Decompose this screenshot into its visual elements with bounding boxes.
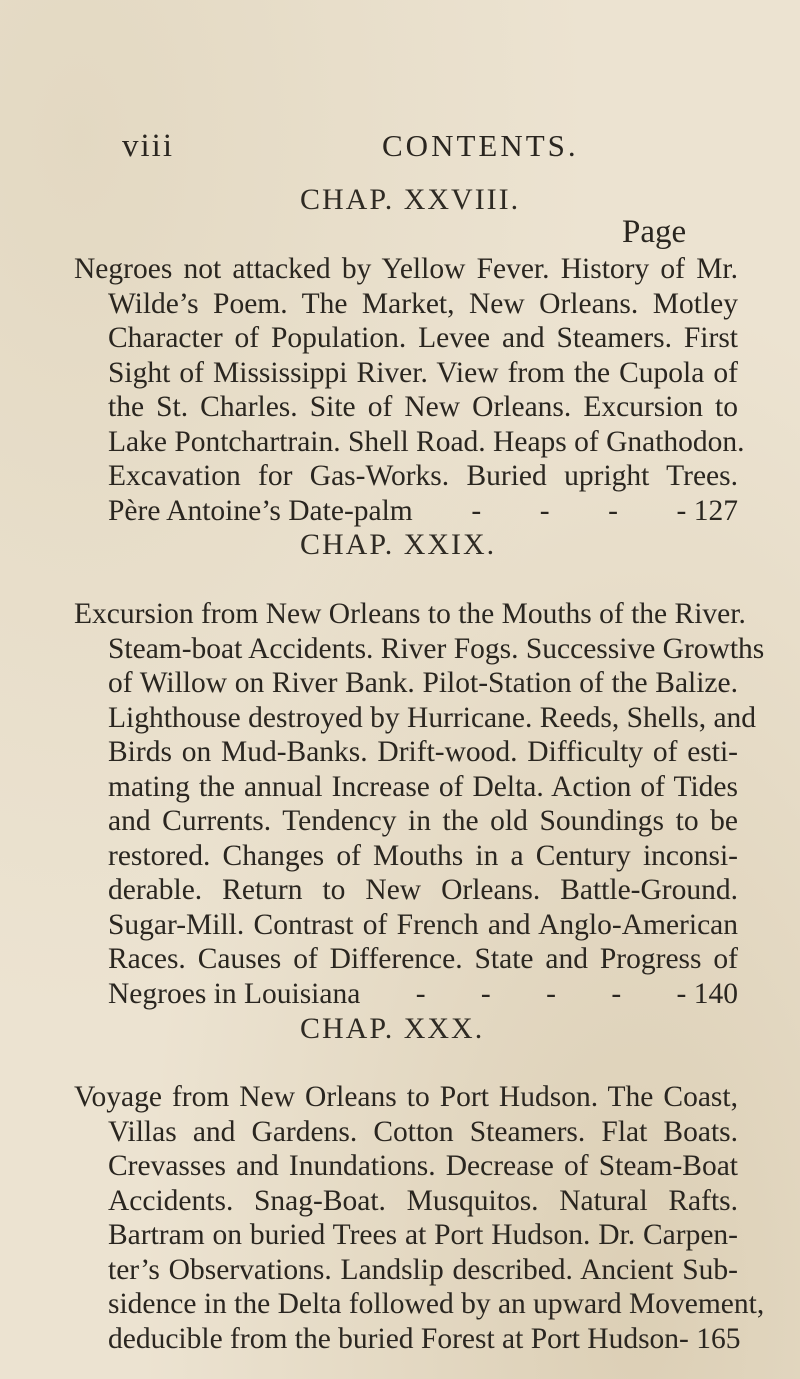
summary-line: Birds on Mud-Banks. Drift-wood. Difficulty of esti- [108, 736, 738, 768]
leader-dash: - [608, 494, 618, 527]
chapter-summary [74, 1080, 765, 1356]
page-reference: 165 [696, 1322, 741, 1355]
summary-line: restored. Changes of Mouths in a Century inconsi- [108, 839, 738, 872]
summary-line: Accidents. Snag-Boat. Musquitos. Natural Rafts. [108, 1184, 738, 1217]
running-head [122, 128, 722, 168]
leader-dash: - [480, 977, 491, 1010]
leader-dash: - [679, 1322, 689, 1355]
summary-line: Excursion from New Orleans to the Mouths of the River. [74, 598, 746, 630]
summary-line: Steam-boat Accidents. River Fogs. Successive Growths [108, 632, 765, 665]
leader-dash: - [546, 977, 556, 1010]
page-number: viii [122, 128, 175, 164]
summary-last-line [108, 1322, 741, 1357]
summary-line: Voyage from New Orleans to Port Hudson. The Coast, [74, 1081, 738, 1113]
summary-line: and Currents. Tendency in the old Soundings to be [108, 805, 738, 837]
summary-line: Sugar-Mill. Contrast of French and Anglo-American [108, 908, 738, 941]
summary-line: Bartram on buried Trees at Port Hudson. Dr. Carpen- [108, 1219, 738, 1251]
leader-dash: - [676, 977, 687, 1010]
summary-line: derable. Return to New Orleans. Battle-Ground. [108, 874, 738, 906]
chapter-summary [74, 597, 765, 1011]
leader-dash: - [539, 494, 550, 527]
summary-line: Sight of Mississippi River. View from the Cupola of [108, 356, 738, 389]
summary-line: Lake Pontchartrain. Shell Road. Heaps of Gnathodon. [108, 425, 745, 458]
summary-last-line [108, 977, 738, 1012]
summary-line: sidence in the Delta followed by an upward Movement, [108, 1288, 765, 1320]
summary-line: Wilde’s Poem. The Market, New Orleans. Motley [108, 287, 738, 320]
summary-line: Character of Population. Levee and Steamers. First [108, 322, 738, 354]
summary-last-line [108, 494, 738, 529]
summary-line: the St. Charles. Site of New Orleans. Excursion to [108, 391, 738, 423]
summary-line: Excavation for Gas-Works. Buried upright Trees. [108, 460, 738, 492]
summary-line: deducible from the buried Forest at Port Hudson [108, 1322, 680, 1355]
chapter-heading: CHAP. XXIX. [300, 528, 497, 561]
summary-line: of Willow on River Bank. Pilot-Station of the Balize. [108, 667, 738, 699]
summary-line: ter’s Observations. Landslip described. Ancient Sub- [108, 1253, 738, 1286]
page-column-label: Page [622, 214, 687, 250]
chapter-summary [74, 252, 745, 528]
summary-line: Races. Causes of Difference. State and Progress of [108, 943, 738, 975]
leader-dash: - [415, 977, 426, 1010]
running-title: CONTENTS. [382, 128, 579, 163]
summary-line: Père Antoine’s Date-palm [108, 494, 413, 527]
summary-line: Negroes not attacked by Yellow Fever. History of Mr. [74, 253, 738, 285]
summary-line: mating the annual Increase of Delta. Action of Tides [108, 770, 738, 803]
page-reference: 127 [693, 494, 738, 527]
leader-dash: - [611, 977, 622, 1010]
summary-line: Crevasses and Inundations. Decrease of Steam-Boat [108, 1150, 738, 1182]
chapter-heading: CHAP. XXVIII. [300, 183, 521, 216]
leader-dash: - [471, 494, 482, 527]
summary-line: Negroes in Louisiana [108, 977, 361, 1010]
summary-line: Lighthouse destroyed by Hurricane. Reeds, Shells, and [108, 701, 757, 734]
chapter-heading: CHAP. XXX. [300, 1012, 485, 1045]
leader-dash: - [676, 494, 687, 527]
summary-line: Villas and Gardens. Cotton Steamers. Flat Boats. [108, 1115, 738, 1148]
page-reference: 140 [693, 977, 738, 1010]
